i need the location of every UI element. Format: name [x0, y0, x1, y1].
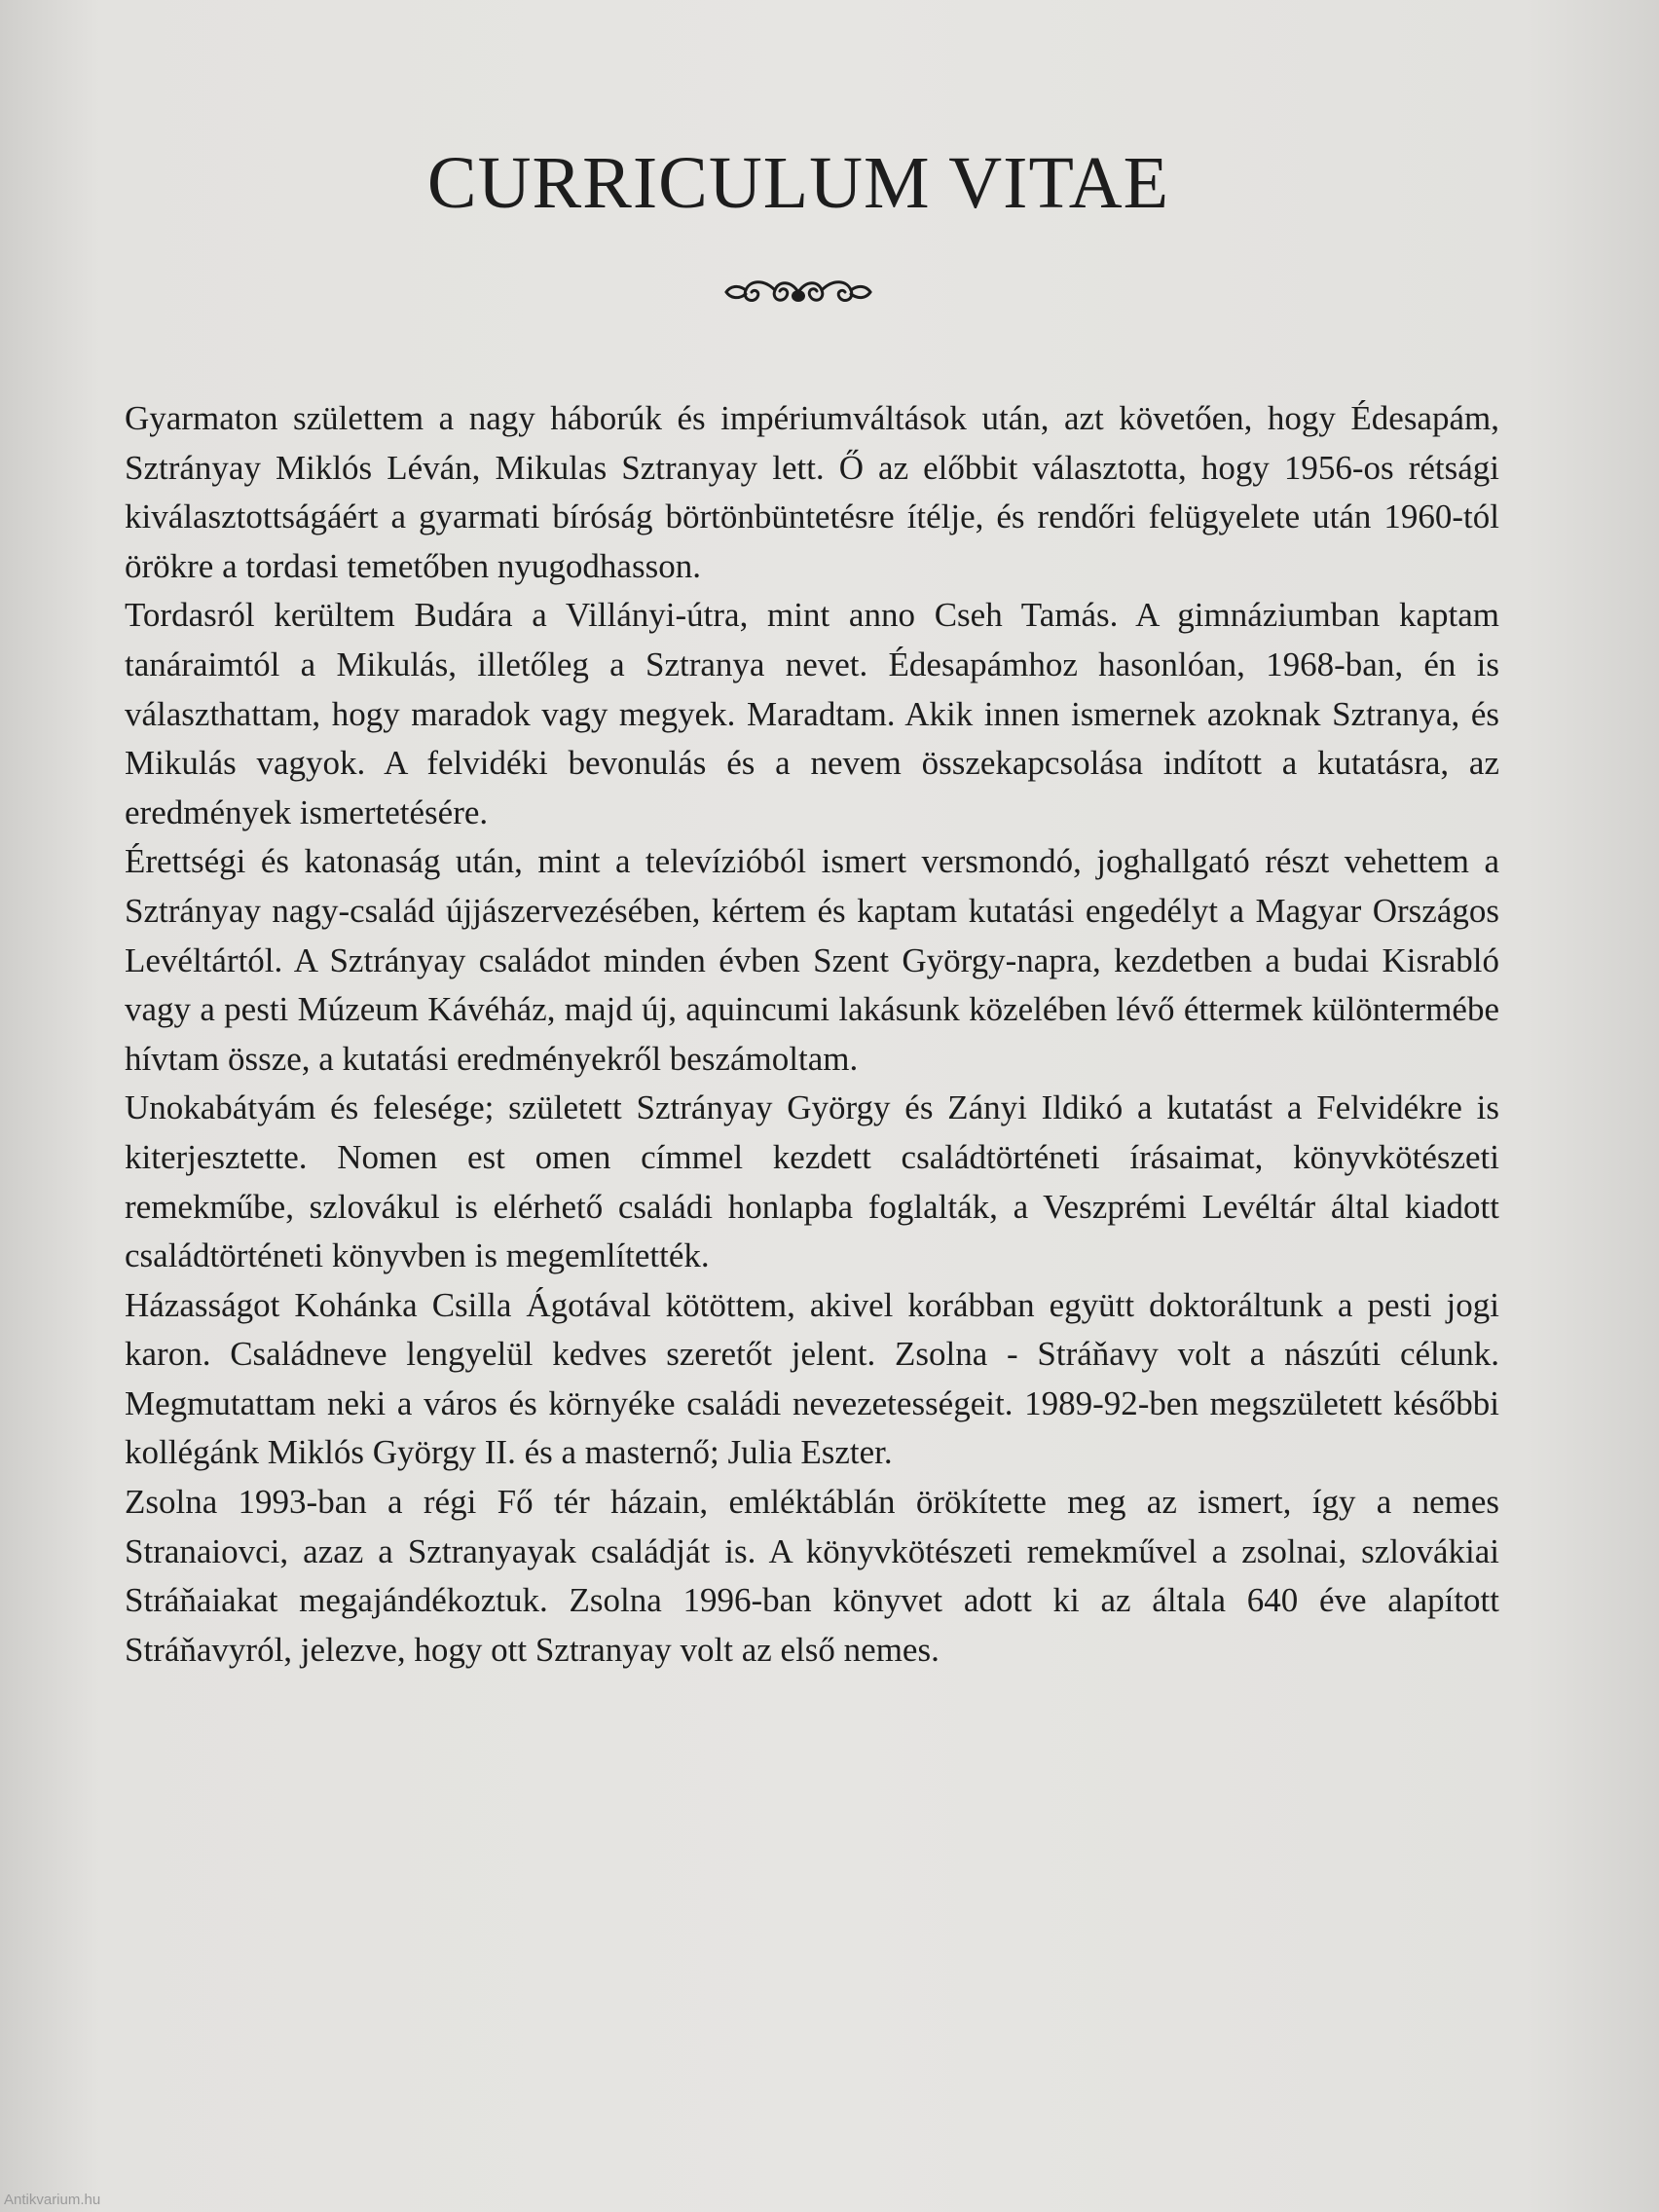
scroll-flourish-icon: [720, 271, 876, 313]
cv-body: [125, 394, 1499, 1675]
paragraph: Unokabátyám és felesége; született Sztrányay György és Zányi Ildikó a kutatást a Felvidékre is kiterjesztette. Nomen est omen címmel kezdett családtörténeti írásaimat, könyvkötészeti remekműbe, szlovákul is elérhető családi honlapba foglalták, a Veszprémi Levéltár által kiadott családtörténeti könyvben is megemlítették.: [125, 1088, 1499, 1275]
page-title: CURRICULUM VITAE: [426, 142, 1170, 224]
paragraph: Tordasról kerültem Budára a Villányi-útra, mint anno Cseh Tamás. A gimnáziumban kaptam tanáraimtól a Mikulás, illetőleg a Sztranya nevet. Édesapámhoz hasonlóan, 1968-ban, én is választhattam, hogy maradok vagy megyek. Maradtam. Akik innen ismernek azoknak Sztranya, és Mikulás vagyok. A felvidéki bevonulás és a nevem összekapcsolása indított a kutatásra, az eredmények ismertetésére.: [125, 596, 1499, 831]
paragraph: Házasságot Kohánka Csilla Ágotával kötöttem, akivel korábban együtt doktoráltunk a pesti jogi karon. Családneve lengyelül kedves szeretőt jelent. Zsolna - Stráňavy volt a nászúti célunk. Megmutattam neki a város és környéke családi nevezetességeit. 1989-92-ben megszületett későbbi kollégánk Miklós György II. és a masternő; Julia Eszter.: [125, 1285, 1499, 1472]
paragraph: Érettségi és katonaság után, mint a televízióból ismert versmondó, joghallgató részt vehettem a Sztrányay nagy-család újjászervezésében, kértem és kaptam kutatási engedélyt a Magyar Országos Levéltártól. A Sztrányay családot minden évben Szent György-napra, kezdetben a budai Kisrabló vagy a pesti Múzeum Kávéház, majd új, aquincumi lakásunk közelében lévő éttermek különtermébe hívtam össze, a kutatási eredményekről beszámoltam.: [125, 842, 1499, 1078]
paragraph: Gyarmaton születtem a nagy háborúk és impériumváltások után, azt követően, hogy Édesapám, Sztrányay Miklós Léván, Mikulas Sztranyay lett. Ő az előbbit választotta, hogy 1956-os rétsági kiválasztottságáért a gyarmati bíróság börtönbüntetésre ítélje, és rendőri felügyelete után 1960-tól örökre a tordasi temetőben nyugodhasson.: [125, 399, 1499, 585]
paragraph: Zsolna 1993-ban a régi Fő tér házain, emléktáblán örökítette meg az ismert, így a nemes Stranaiovci, azaz a Sztranyayak családját is. A könyvkötészeti remekművel a zsolnai, szlovákiai Stráňaiakat megajándékoztuk. Zsolna 1996-ban könyvet adott ki az általa 640 éve alapított Stráňavyról, jelezve, hogy ott Sztranyay volt az első nemes.: [125, 1483, 1499, 1669]
watermark: Antikvarium.hu: [4, 2192, 101, 2208]
